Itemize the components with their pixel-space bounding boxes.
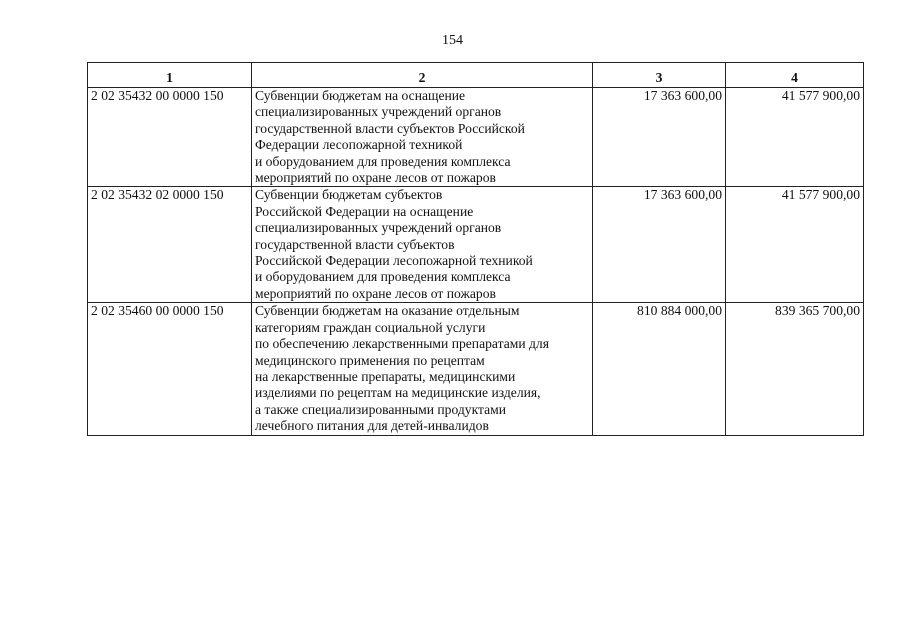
row-code: 2 02 35432 02 0000 150	[88, 187, 252, 303]
description-line: медицинского применения по рецептам	[255, 352, 485, 368]
table-row	[88, 88, 864, 187]
header-col-3: 3	[593, 63, 726, 88]
description-line: специализированных учреждений органов	[255, 220, 502, 236]
row-description	[252, 187, 593, 303]
description-line: государственной власти субъектов	[255, 236, 455, 252]
description-line: Федерации лесопожарной техникой	[255, 137, 463, 153]
description-line: специализированных учреждений органов	[255, 104, 502, 120]
description-line: и оборудованием для проведения комплекса	[255, 269, 511, 285]
row-code: 2 02 35460 00 0000 150	[88, 303, 252, 435]
description-line: изделиями по рецептам на медицинские изделия,	[255, 385, 541, 401]
description-line: а также специализированными продуктами	[255, 401, 507, 417]
row-amount-col-4: 41 577 900,00	[726, 187, 864, 303]
description-line: Российской Федерации лесопожарной техникой	[255, 253, 533, 269]
header-col-1: 1	[88, 63, 252, 88]
header-col-4: 4	[726, 63, 864, 88]
description-line: Российской Федерации на оснащение	[255, 203, 474, 219]
description-line: мероприятий по охране лесов от пожаров	[255, 170, 496, 186]
page-number: 154	[442, 33, 463, 48]
description-line: Субвенции бюджетам на оснащение	[255, 88, 466, 103]
description-line: по обеспечению лекарственными препаратами для	[255, 336, 549, 352]
description-line: лечебного питания для детей-инвалидов	[255, 418, 489, 434]
table-header-row	[88, 63, 864, 88]
row-amount-col-3: 810 884 000,00	[593, 303, 726, 435]
table-row	[88, 187, 864, 303]
row-amount-col-4: 41 577 900,00	[726, 88, 864, 187]
row-amount-col-3: 17 363 600,00	[593, 187, 726, 303]
description-line: на лекарственные препараты, медицинскими	[255, 368, 516, 384]
description-line: Субвенции бюджетам субъектов	[255, 187, 443, 203]
row-description	[252, 303, 593, 435]
description-line: категориям граждан социальной услуги	[255, 319, 486, 335]
table-row	[88, 303, 864, 435]
budget-table	[87, 62, 864, 436]
description-line: Субвенции бюджетам на оказание отдельным	[255, 303, 520, 319]
row-amount-col-3: 17 363 600,00	[593, 88, 726, 187]
row-amount-col-4: 839 365 700,00	[726, 303, 864, 435]
description-line: и оборудованием для проведения комплекса	[255, 153, 511, 169]
row-code: 2 02 35432 00 0000 150	[88, 88, 252, 187]
row-description	[252, 88, 593, 187]
header-col-2: 2	[252, 63, 593, 88]
description-line: мероприятий по охране лесов от пожаров	[255, 285, 496, 301]
description-line: государственной власти субъектов Российской	[255, 120, 525, 136]
